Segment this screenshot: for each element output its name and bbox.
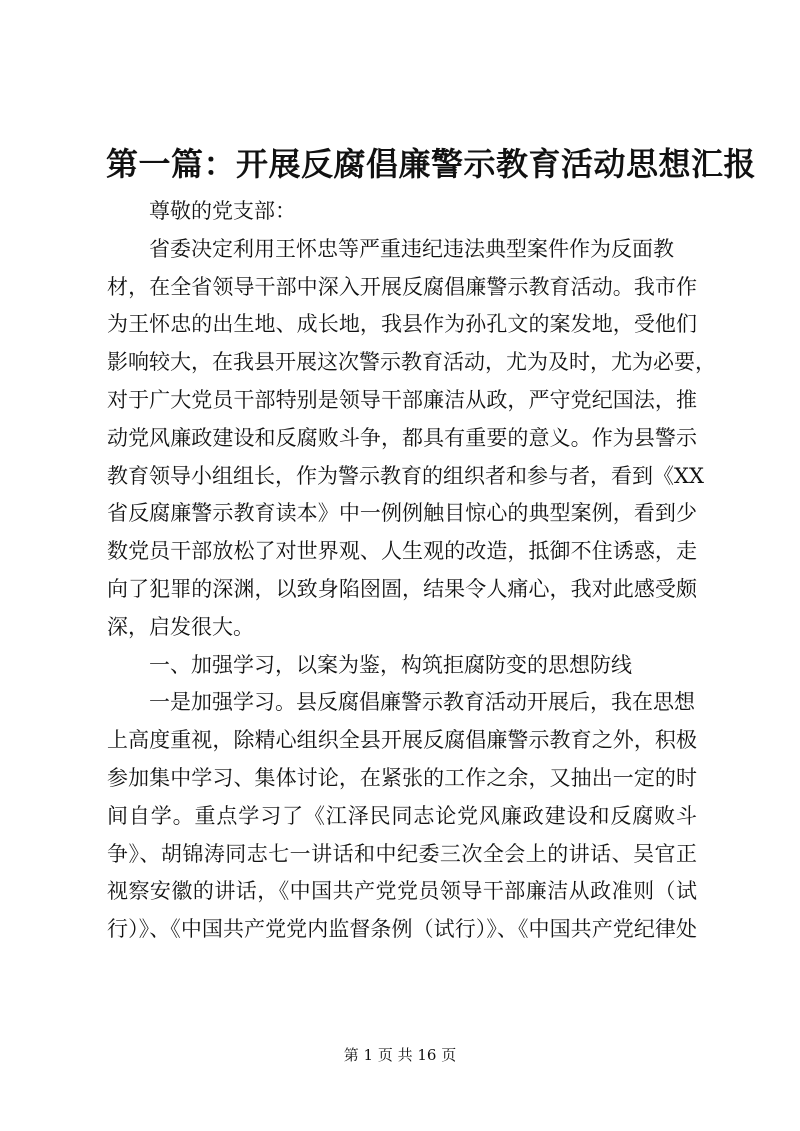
section-heading: 一、加强学习，以案为鉴，构筑拒腐防变的思想防线 [149, 652, 632, 677]
paragraph-line: 上高度重视，除精心组织全县开展反腐倡廉警示教育之外，积极 [107, 728, 697, 753]
paragraph-line: 动党风廉政建设和反腐败斗争，都具有重要的意义。作为县警示 [107, 425, 697, 450]
paragraph-line: 向了犯罪的深渊，以致身陷囹圄，结果令人痛心，我对此感受颇 [107, 576, 697, 601]
document-body [107, 193, 716, 949]
paragraph-line: 影响较大，在我县开展这次警示教育活动，尤为及时，尤为必要， [107, 350, 716, 375]
paragraph-line: 省委决定利用王怀忠等严重违纪违法典型案件作为反面教 [149, 236, 674, 261]
document-title: 第一篇：开展反腐倡廉警示教育活动思想汇报 [106, 145, 757, 183]
page-number: 第 1 页 共 16 页 [343, 1046, 457, 1064]
paragraph-line: 一是加强学习。县反腐倡廉警示教育活动开展后，我在思想 [149, 690, 695, 715]
paragraph-line: 教育领导小组组长，作为警示教育的组织者和参与者，看到《XX [107, 463, 704, 488]
paragraph-line: 间自学。重点学习了《江泽民同志论党风廉政建设和反腐败斗 [107, 803, 697, 828]
paragraph-line: 省反腐廉警示教育读本》中一例例触目惊心的典型案例，看到少 [107, 501, 697, 526]
paragraph-line: 材，在全省领导干部中深入开展反腐倡廉警示教育活动。我市作 [107, 274, 697, 299]
paragraph-line: 参加集中学习、集体讨论，在紧张的工作之余，又抽出一定的时 [107, 765, 697, 790]
paragraph-line: 视察安徽的讲话，《中国共产党党员领导干部廉洁从政准则（试 [107, 879, 697, 904]
paragraph-line: 行）》、《中国共产党党内监督条例（试行）》、《中国共产党纪律处 [107, 917, 697, 942]
salutation-line: 尊敬的党支部： [149, 199, 296, 223]
paragraph-line: 数党员干部放松了对世界观、人生观的改造，抵御不住诱惑，走 [107, 539, 697, 564]
paragraph-line: 为王怀忠的出生地、成长地，我县作为孙孔文的案发地，受他们 [107, 312, 697, 337]
paragraph-line: 争》、胡锦涛同志七一讲话和中纪委三次全会上的讲话、吴官正 [107, 841, 697, 866]
paragraph-line: 对于广大党员干部特别是领导干部廉洁从政，严守党纪国法，推 [107, 387, 697, 412]
paragraph-line: 深，启发很大。 [107, 614, 254, 639]
